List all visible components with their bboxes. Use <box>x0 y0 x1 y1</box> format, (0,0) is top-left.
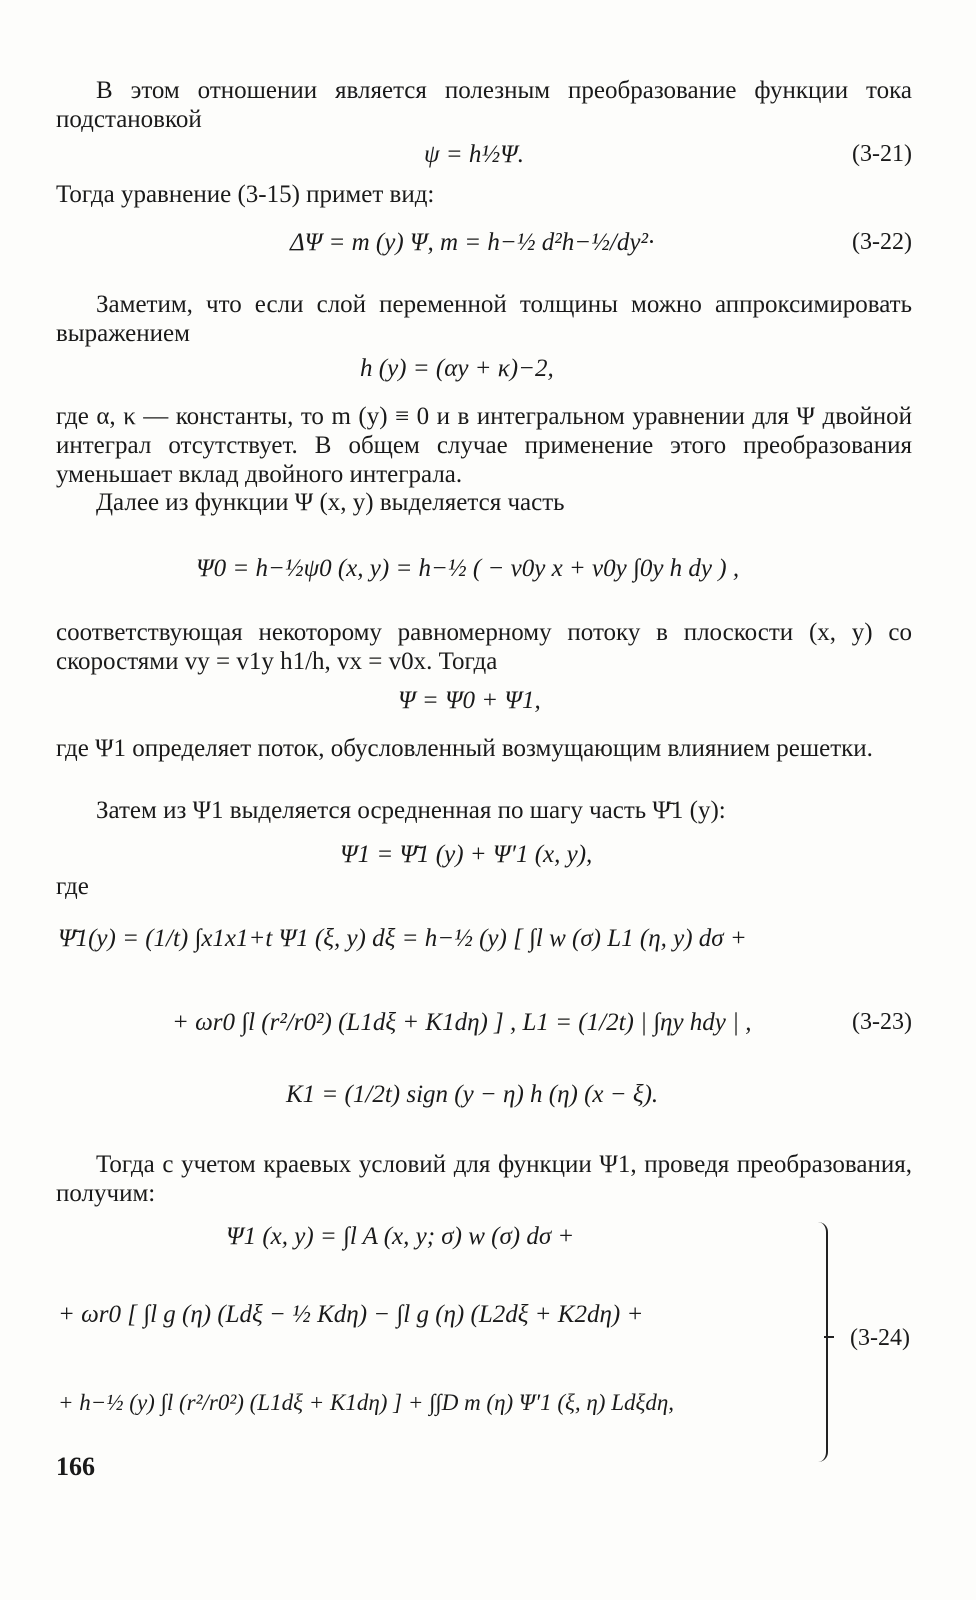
equation-3-24-line-1: Ψ1 (x, y) = ∫l A (x, y; σ) w (σ) dσ + <box>226 1223 575 1250</box>
paragraph-boundary-conditions: Тогда с учетом краевых условий для функции Ψ1, проведя преобразования, получим: <box>56 1151 912 1207</box>
paragraph-uniform-flow: соответствующая некоторому равномерному потоку в плоскости (x, y) со скоростями vy = v1y h1/h, vx = v0x. Тогда <box>56 619 912 675</box>
word-where: где <box>56 873 89 900</box>
equation-number-3-21: (3-21) <box>852 141 912 167</box>
paragraph-disturbance: где Ψ1 определяет поток, обусловленный возмущающим влиянием решетки. <box>56 735 873 762</box>
paragraph-psi-part: Далее из функции Ψ (x, y) выделяется часть <box>96 489 565 516</box>
paragraph-equation-intro: Тогда уравнение (3-15) примет вид: <box>56 181 435 208</box>
equation-brace-tip <box>824 1336 834 1338</box>
equation-brace <box>812 1222 828 1462</box>
equation-h-of-y: h (y) = (αy + κ)−2, <box>360 355 554 382</box>
equation-number-3-22: (3-22) <box>852 229 912 255</box>
equation-3-21: ψ = h½Ψ. <box>424 141 524 168</box>
equation-3-22: ΔΨ = m (y) Ψ, m = h−½ d²h−½/dy²· <box>290 229 655 256</box>
equation-number-3-24: (3-24) <box>850 1325 910 1351</box>
equation-3-23-line-1: Ψ̄1(y) = (1/t) ∫x1x1+t Ψ1 (ξ, y) dξ = h−½ (y) [ ∫l w (σ) L1 (η, y) dσ + <box>58 925 747 952</box>
equation-3-23-line-2: + ωr0 ∫l (r²/r0²) (L1dξ + K1dη) ] , L1 = (1/2t) | ∫ηy hdy | , <box>172 1009 752 1036</box>
page-number: 166 <box>56 1452 95 1481</box>
equation-3-23-line-3: K1 = (1/2t) sign (y − η) h (η) (x − ξ). <box>286 1081 659 1108</box>
equation-psi0: Ψ0 = h−½ψ0 (x, y) = h−½ ( − v0y x + v0y ∫0y h dy ) , <box>196 555 740 582</box>
equation-number-3-23: (3-23) <box>852 1009 912 1035</box>
equation-psi1-split: Ψ1 = Ψ̄1 (y) + Ψ′1 (x, y), <box>340 841 593 868</box>
equation-psi-sum: Ψ = Ψ0 + Ψ1, <box>398 687 541 714</box>
paragraph-averaged-part: Затем из Ψ1 выделяется осредненная по шагу часть Ψ̄1 (y): <box>96 797 726 824</box>
paragraph-layer-approximation: Заметим, что если слой переменной толщины можно аппроксимировать выражением <box>56 291 912 347</box>
equation-3-24-line-2: + ωr0 [ ∫l g (η) (Ldξ − ½ Kdη) − ∫l g (η) (L2dξ + K2dη) + <box>58 1301 644 1328</box>
equation-3-24-line-3: + h−½ (y) ∫l (r²/r0²) (L1dξ + K1dη) ] + ∫∫D m (η) Ψ′1 (ξ, η) Ldξdη, <box>58 1390 674 1415</box>
paragraph-intro: В этом отношении является полезным преобразование функции тока подстановкой <box>56 77 912 133</box>
paragraph-constants: где α, κ — константы, то m (y) ≡ 0 и в интегральном уравнении для Ψ двойной интеграл отсутствует. В общем случае применение этого преобразования уменьшает вклад двойного интеграла. <box>56 403 912 488</box>
